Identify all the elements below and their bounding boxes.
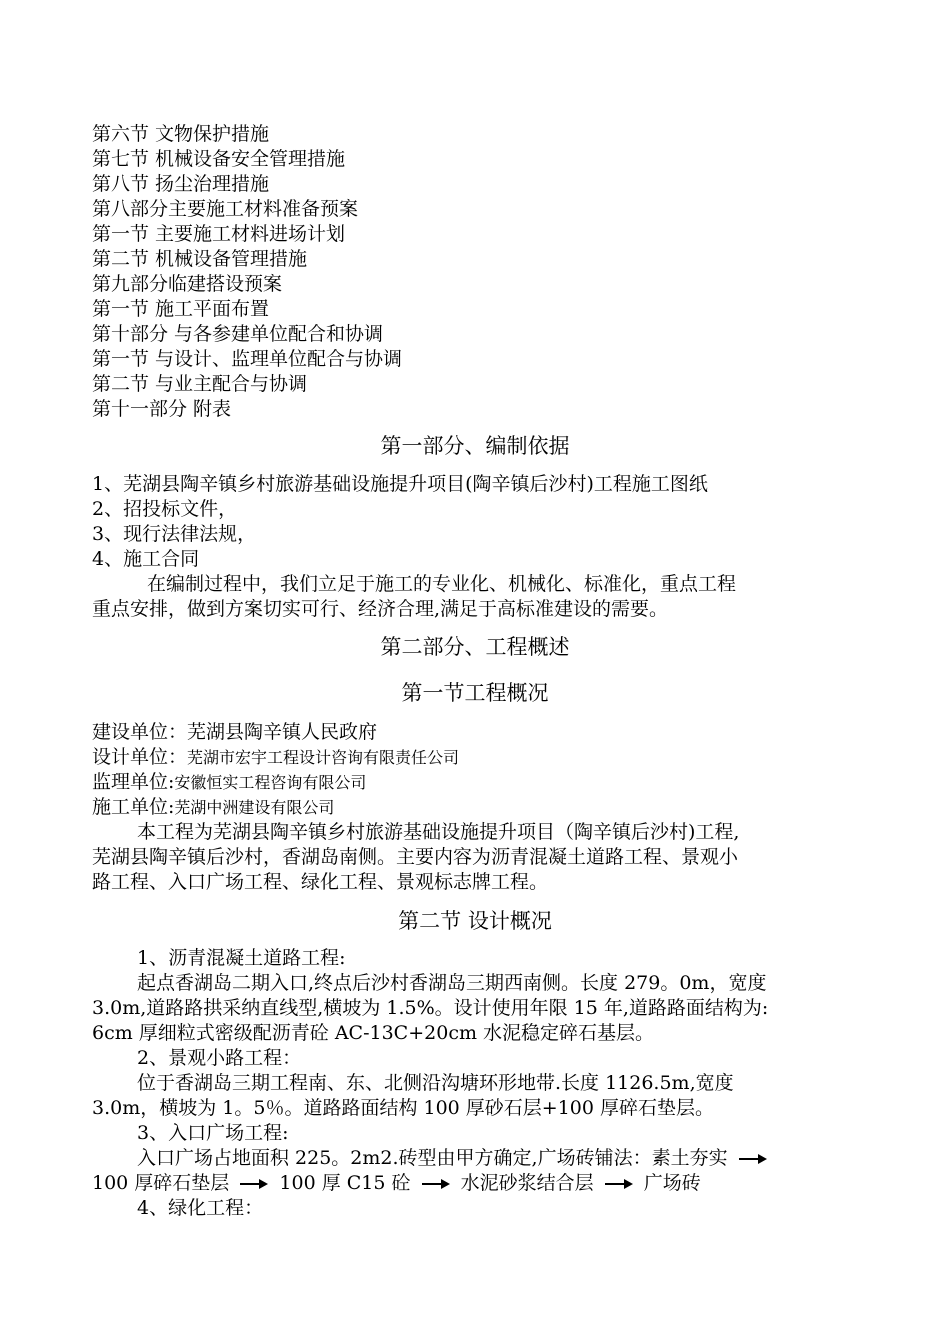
section2-heading: 第二节 设计概况 — [398, 909, 552, 933]
road-line: 6cm 厚细粒式密级配沥青砼 AC-13C+20cm 水泥稳定碎石基层。 — [92, 1022, 655, 1044]
basis-paragraph-line: 重点安排，做到方案切实可行、经济合理,满足于高标准建设的需要。 — [92, 598, 669, 620]
road-line: 3.0m,道路路拱采纳直线型,横坡为 1.5%。设计使用年限 15 年,道路路面结构为: — [92, 997, 769, 1019]
part1-heading: 第一部分、编制依据 — [380, 434, 570, 458]
toc-line: 第一节 主要施工材料进场计划 — [92, 223, 346, 245]
toc-line: 第八节 扬尘治理措施 — [92, 173, 270, 195]
overview-line: 路工程、入口广场工程、绿化工程、景观标志牌工程。 — [92, 871, 549, 893]
toc-line: 第一节 与设计、监理单位配合与协调 — [92, 348, 403, 370]
plaza-sequence — [92, 1171, 701, 1196]
plaza-text: 入口广场占地面积 225。2m2.砖型由甲方确定,广场砖铺法：素土夯实 — [137, 1147, 728, 1169]
basis-item: 1、芜湖县陶辛镇乡村旅游基础设施提升项目(陶辛镇后沙村)工程施工图纸 — [92, 473, 708, 495]
arrow-right-icon — [239, 1178, 269, 1190]
unit-construction — [92, 720, 377, 745]
basis-paragraph-line: 在编制过程中，我们立足于施工的专业化、机械化、标准化，重点工程 — [147, 573, 737, 595]
unit-supervision — [92, 770, 366, 795]
toc-line: 第十一部分 附表 — [92, 398, 232, 420]
path-title: 2、景观小路工程： — [137, 1047, 302, 1069]
unit-label: 设计单位： — [92, 746, 188, 768]
unit-value: 芜湖市宏宇工程设计咨询有限责任公司 — [187, 748, 460, 767]
green-title: 4、绿化工程： — [137, 1197, 264, 1219]
road-title: 1、沥青混凝土道路工程: — [137, 947, 346, 969]
basis-item: 2、招投标文件， — [92, 498, 238, 520]
path-line: 3.0m，横坡为 1。5％。道路路面结构 100 厚砂石层+100 厚碎石垫层。 — [92, 1097, 715, 1119]
toc-line: 第六节 文物保护措施 — [92, 123, 270, 145]
toc-line: 第十部分 与各参建单位配合和协调 — [92, 323, 384, 345]
plaza-step: 100 厚碎石垫层 — [92, 1172, 230, 1194]
overview-line: 芜湖县陶辛镇后沙村，香湖岛南侧。主要内容为沥青混凝土道路工程、景观小 — [92, 846, 739, 868]
plaza-step: 水泥砂浆结合层 — [460, 1172, 594, 1194]
unit-design — [92, 745, 459, 770]
unit-value: 芜湖县陶辛镇人民政府 — [187, 721, 378, 743]
toc-line: 第七节 机械设备安全管理措施 — [92, 148, 346, 170]
plaza-step: 广场砖 — [643, 1172, 701, 1194]
plaza-title: 3、入口广场工程: — [137, 1122, 289, 1144]
toc-line: 第九部分临建搭设预案 — [92, 273, 283, 295]
arrow-right-icon — [421, 1178, 451, 1190]
unit-value: 芜湖中洲建设有限公司 — [174, 798, 335, 817]
toc-line: 第八部分主要施工材料准备预案 — [92, 198, 359, 220]
basis-item: 3、现行法律法规， — [92, 523, 257, 545]
unit-contractor — [92, 795, 334, 820]
overview-line: 本工程为芜湖县陶辛镇乡村旅游基础设施提升项目（陶辛镇后沙村)工程, — [137, 821, 740, 843]
section1-heading: 第一节工程概况 — [401, 681, 549, 705]
toc-line: 第二节 机械设备管理措施 — [92, 248, 308, 270]
unit-value: 安徽恒实工程咨询有限公司 — [174, 773, 367, 792]
arrow-right-icon — [604, 1178, 634, 1190]
unit-label: 建设单位： — [92, 721, 188, 743]
unit-label: 施工单位: — [92, 796, 175, 818]
toc-line: 第二节 与业主配合与协调 — [92, 373, 308, 395]
unit-label: 监理单位: — [92, 771, 175, 793]
plaza-line — [137, 1146, 772, 1171]
basis-item: 4、施工合同 — [92, 548, 200, 570]
arrow-right-icon — [738, 1153, 768, 1165]
part2-heading: 第二部分、工程概述 — [380, 635, 570, 659]
plaza-step: 100 厚 C15 砼 — [279, 1172, 411, 1194]
toc-line: 第一节 施工平面布置 — [92, 298, 270, 320]
path-line: 位于香湖岛三期工程南、东、北侧沿沟塘环形地带.长度 1126.5m,宽度 — [137, 1072, 734, 1094]
road-line: 起点香湖岛二期入口,终点后沙村香湖岛三期西南侧。长度 279。0m，宽度 — [137, 972, 767, 994]
